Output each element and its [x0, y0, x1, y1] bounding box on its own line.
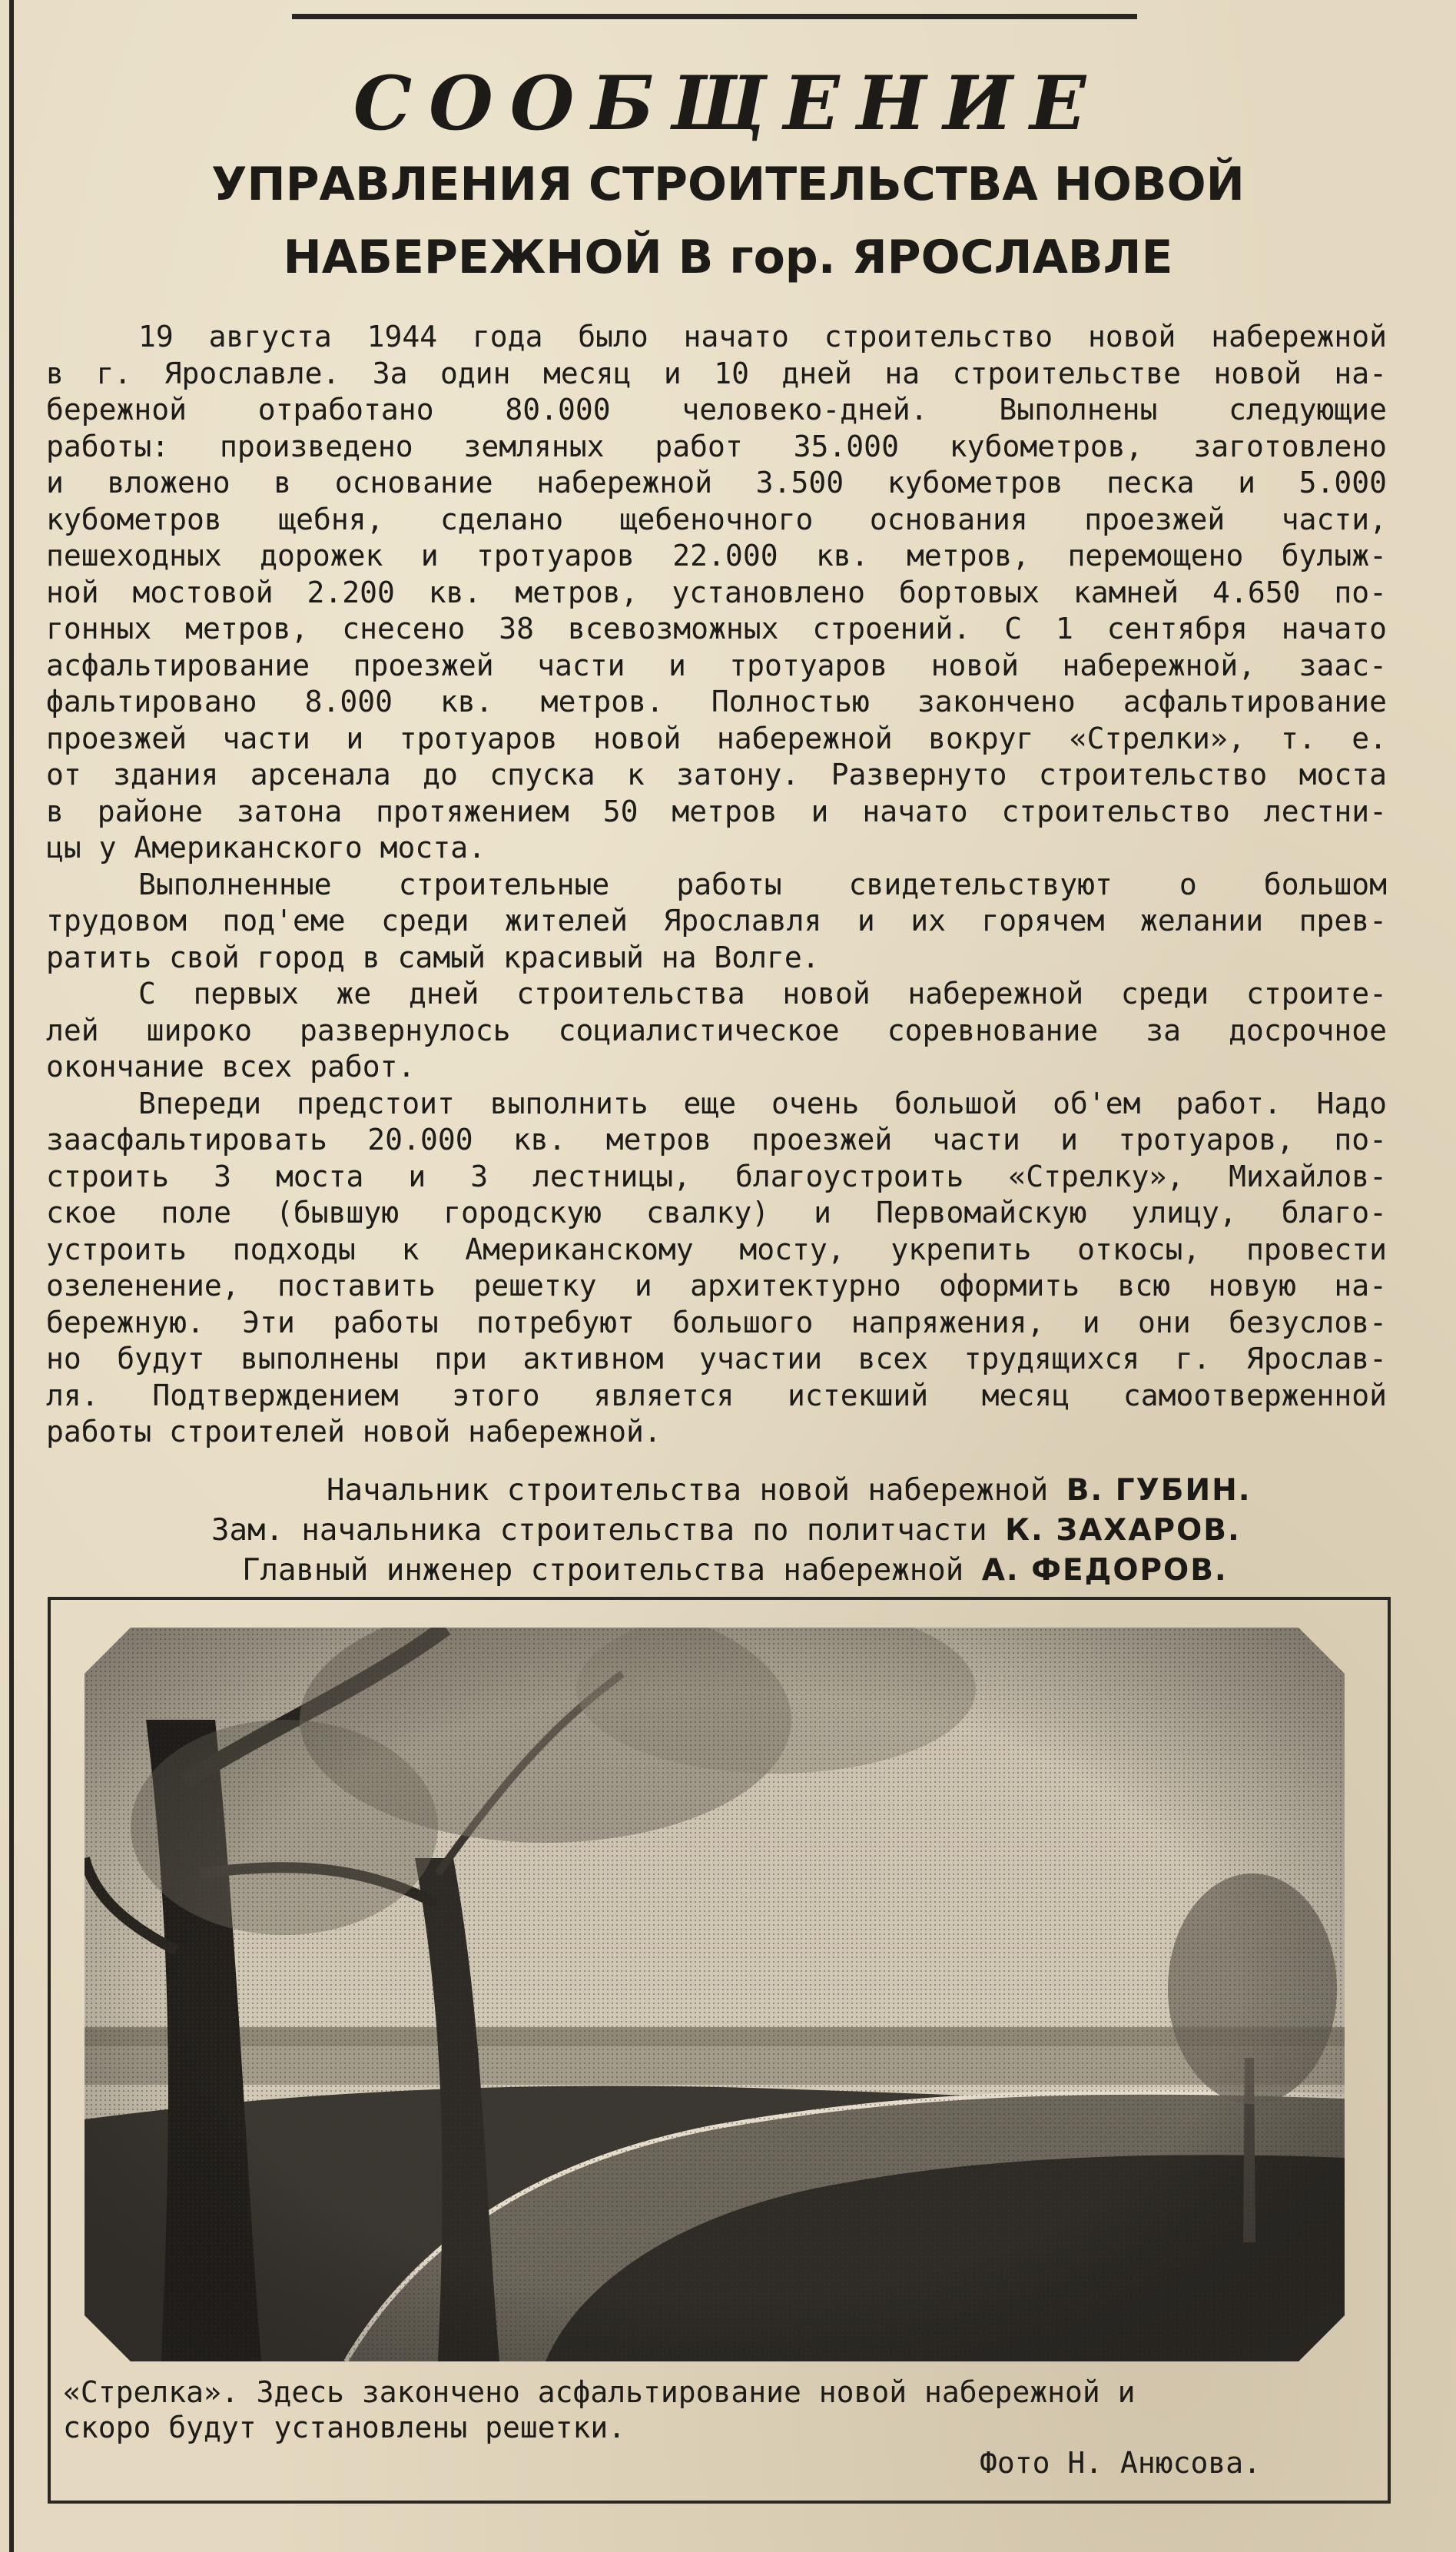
article-body	[46, 319, 1387, 1451]
signature-line-1	[327, 1472, 1252, 1510]
signature-line-2	[211, 1512, 1241, 1550]
body-line: озеленение, поставить решетку и архитектурно оформить всю новую на-	[46, 1269, 1387, 1303]
body-line: работы строителей новой набережной.	[46, 1415, 662, 1449]
body-line: Впереди предстоит выполнить еще очень большой об'ем работ. Надо	[138, 1086, 1387, 1120]
body-line: Выполненные строительные работы свидетельствуют о большом	[138, 867, 1387, 901]
signature-line-3	[242, 1551, 1228, 1590]
body-line: в районе затона протяжением 50 метров и начато строительство лестни-	[46, 794, 1387, 828]
column-rule-left	[9, 0, 14, 2552]
body-line: фальтировано 8.000 кв. метров. Полностью закончено асфальтирование	[46, 685, 1387, 718]
body-line: но будут выполнены при активном участии всех трудящихся г. Ярослав-	[46, 1342, 1387, 1376]
body-line: гонных метров, снесено 38 всевозможных строений. С 1 сентября начато	[46, 612, 1387, 645]
body-line: заасфальтировать 20.000 кв. метров проезжей части и тротуаров, по-	[46, 1123, 1387, 1157]
caption-line-1: «Стрелка». Здесь закончено асфальтирование новой набережной и	[63, 2375, 1136, 2409]
subhead-line-2: НАБЕРЕЖНОЙ В гор. ЯРОСЛАВЛЕ	[283, 231, 1173, 284]
embankment-photo	[85, 1628, 1345, 2361]
signature-title: Зам. начальника строительства по политчасти	[211, 1513, 987, 1548]
body-line: пешеходных дорожек и тротуаров 22.000 кв. метров, перемощено булыж-	[46, 539, 1387, 572]
body-line: окончание всех работ.	[46, 1050, 416, 1084]
headline: СООБЩЕНИЕ	[353, 60, 1103, 147]
body-line: бережной отработано 80.000 человеко-дней. Выполнены следующие	[46, 393, 1387, 426]
signature-name: В. ГУБИН.	[1066, 1473, 1252, 1508]
body-line: проезжей части и тротуаров новой набережной вокруг «Стрелки», т. е.	[46, 721, 1387, 755]
body-line: устроить подходы к Американскому мосту, укрепить откосы, провести	[46, 1232, 1387, 1266]
body-line: строить 3 моста и 3 лестницы, благоустроить «Стрелку», Михайлов-	[46, 1159, 1387, 1193]
signature-title: Начальник строительства новой набережной	[327, 1473, 1049, 1508]
body-line: 19 августа 1944 года было начато строительство новой набережной	[138, 320, 1387, 353]
photo-caption	[63, 2374, 1369, 2445]
body-line: в г. Ярославле. За один месяц и 10 дней на строительстве новой на-	[46, 356, 1387, 390]
body-line: ной мостовой 2.200 кв. метров, установлено бортовых камней 4.650 по-	[46, 575, 1387, 609]
body-line: работы: произведено земляных работ 35.000 кубометров, заготовлено	[46, 429, 1387, 463]
body-line: ратить свой город в самый красивый на Волге.	[46, 940, 820, 974]
body-line: С первых же дней строительства новой набережной среди строите-	[138, 977, 1387, 1011]
body-line: цы у Американского моста.	[46, 831, 486, 864]
body-line: ля. Подтверждением этого является истекший месяц самоотверженной	[46, 1378, 1387, 1412]
signature-name: А. ФЕДОРОВ.	[981, 1553, 1228, 1588]
column-rule-top	[292, 14, 1137, 19]
body-line: лей широко развернулось социалистическое соревнование за досрочное	[46, 1013, 1387, 1047]
body-line: ское поле (бывшую городскую свалку) и Первомайскую улицу, благо-	[46, 1196, 1387, 1230]
subhead-line-1: УПРАВЛЕНИЯ СТРОИТЕЛЬСТВА НОВОЙ	[211, 158, 1245, 211]
body-line: от здания арсенала до спуска к затону. Развернуто строительство моста	[46, 758, 1387, 791]
body-line: кубометров щебня, сделано щебеночного основания проезжей части,	[46, 502, 1387, 536]
caption-line-2: скоро будут установлены решетки.	[63, 2411, 626, 2444]
body-line: и вложено в основание набережной 3.500 кубометров песка и 5.000	[46, 466, 1387, 499]
signature-title: Главный инженер строительства набережной	[242, 1553, 964, 1588]
body-line: асфальтирование проезжей части и тротуаров новой набережной, заас-	[46, 648, 1387, 682]
signature-name: К. ЗАХАРОВ.	[1005, 1513, 1241, 1548]
photo-credit: Фото Н. Анюсова.	[980, 2446, 1262, 2480]
body-line: трудовом под'еме среди жителей Ярославля и их горячем желании прев-	[46, 904, 1387, 938]
body-line: бережную. Эти работы потребуют большого напряжения, и они безуслов-	[46, 1305, 1387, 1339]
